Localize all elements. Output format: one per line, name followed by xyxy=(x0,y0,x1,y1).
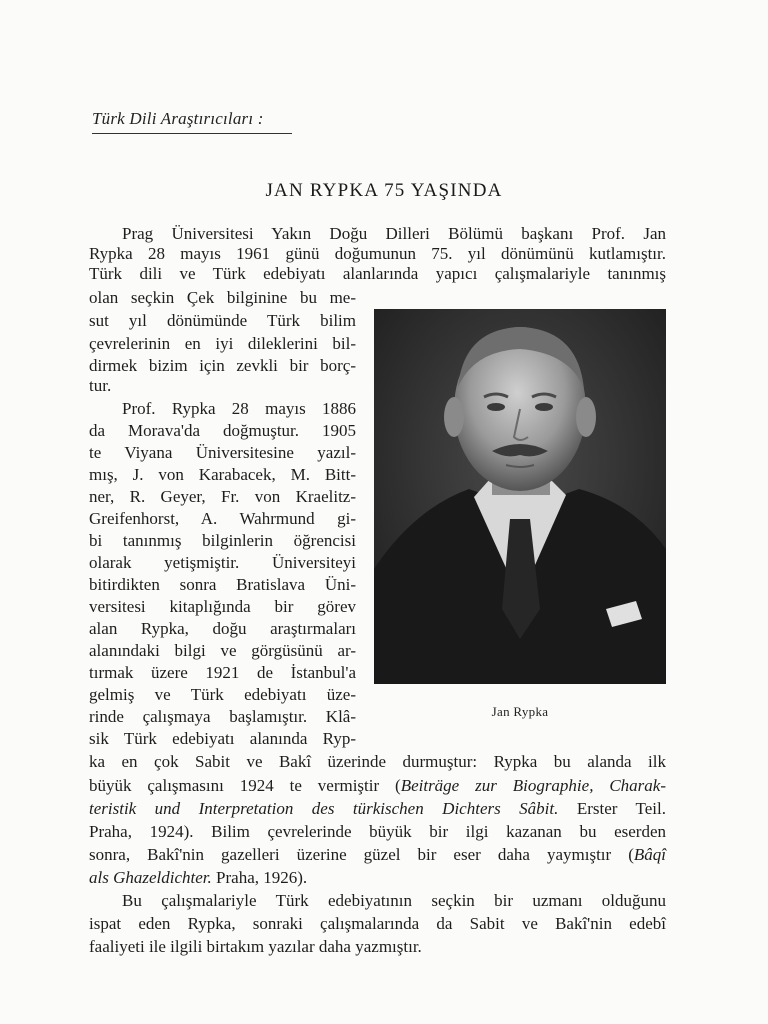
paragraph-line xyxy=(89,845,666,865)
photo-caption: Jan Rypka xyxy=(491,704,549,719)
paragraph-line: te Viyana Üniversitesine yazıl- xyxy=(89,443,356,462)
book-title: Bâqî xyxy=(633,845,666,864)
text-segment: Praha, 1926). xyxy=(211,868,308,887)
paragraph-line: tırmak üzere 1921 de İstanbul'a xyxy=(89,663,356,682)
portrait-photo xyxy=(374,309,666,684)
paragraph-line: faaliyeti ile ilgili birtakım yazılar daha yazmıştır. xyxy=(89,937,422,956)
paragraph-line: alan Rypka, doğu araştırmaları xyxy=(89,619,356,638)
paragraph-line: sik Türk edebiyatı alanında Ryp- xyxy=(89,729,356,748)
paragraph-line: sut yıl dönümünde Türk bilim xyxy=(89,311,356,330)
section-underline xyxy=(92,133,292,134)
paragraph-line: rinde çalışmaya başlamıştır. Klâ- xyxy=(89,707,356,726)
paragraph-line: Praha, 1924). Bilim çevrelerinde büyük bir ilgi kazanan bu eserden xyxy=(89,822,666,841)
paragraph-line: ner, R. Geyer, Fr. von Kraelitz- xyxy=(89,487,356,506)
paragraph-line: mış, J. von Karabacek, M. Bitt- xyxy=(89,465,356,484)
section-label: Türk Dili Araştırıcıları : xyxy=(92,109,264,128)
paragraph-line: da Morava'da doğmuştur. 1905 xyxy=(89,421,356,440)
paragraph-line: çevrelerinin en iyi dileklerini bil- xyxy=(89,334,356,353)
book-title: als Ghazeldichter. xyxy=(89,868,212,887)
paragraph-line: Rypka 28 mayıs 1961 günü doğumunun 75. yıl dönümünü kutlamıştır. xyxy=(89,244,666,263)
paragraph-line: tur. xyxy=(89,376,112,395)
paragraph-line: bitirdikten sonra Bratislava Üni- xyxy=(89,575,356,594)
book-title: teristik und Interpretation des türkischen Dichters Sâbit. xyxy=(89,799,559,818)
portrait-photo-icon xyxy=(374,309,666,684)
paragraph-line: Prof. Rypka 28 mayıs 1886 xyxy=(122,399,356,418)
text-segment: sonra, Bakî'nin gazelleri üzerine güzel bir eser daha yaymıştır ( xyxy=(89,845,634,864)
paragraph-line: Greifenhorst, A. Wahrmund gi- xyxy=(89,509,356,528)
paragraph-line xyxy=(89,868,666,888)
article-title: JAN RYPKA 75 YAŞINDA xyxy=(265,180,503,201)
paragraph-line: olarak yetişmiştir. Üniversiteyi xyxy=(89,553,356,572)
paragraph-line: gelmiş ve Türk edebiyatı üze- xyxy=(89,685,356,704)
paragraph-line: alanındaki bilgi ve görgüsünü ar- xyxy=(89,641,356,660)
paragraph-line: dirmek bizim için zevkli bir borç- xyxy=(89,356,356,375)
paragraph-line: versitesi kitaplığında bir görev xyxy=(89,597,356,616)
paragraph-line xyxy=(89,776,666,796)
paragraph-line: Türk dili ve Türk edebiyatı alanlarında yapıcı çalışmalariyle tanınmış xyxy=(89,264,666,283)
text-segment: Erster Teil. xyxy=(558,799,666,818)
book-title: Beiträge zur Biographie, Charak- xyxy=(400,776,666,795)
paragraph-line: ka en çok Sabit ve Bakî üzerinde durmuştur: Rypka bu alanda ilk xyxy=(89,752,666,771)
paragraph-line: ispat eden Rypka, sonraki çalışmalarında da Sabit ve Bakî'nin edebî xyxy=(89,914,666,933)
paragraph-line: olan seçkin Çek bilginine bu me- xyxy=(89,288,356,307)
paragraph-line xyxy=(89,799,666,819)
paragraph-line: Prag Üniversitesi Yakın Doğu Dilleri Bölümü başkanı Prof. Jan xyxy=(122,224,666,243)
paragraph-line: Bu çalışmalariyle Türk edebiyatının seçkin bir uzmanı olduğunu xyxy=(122,891,666,910)
text-segment: büyük çalışmasını 1924 te vermiştir ( xyxy=(89,776,401,795)
paragraph-line: bi tanınmış bilginlerin öğrencisi xyxy=(89,531,356,550)
